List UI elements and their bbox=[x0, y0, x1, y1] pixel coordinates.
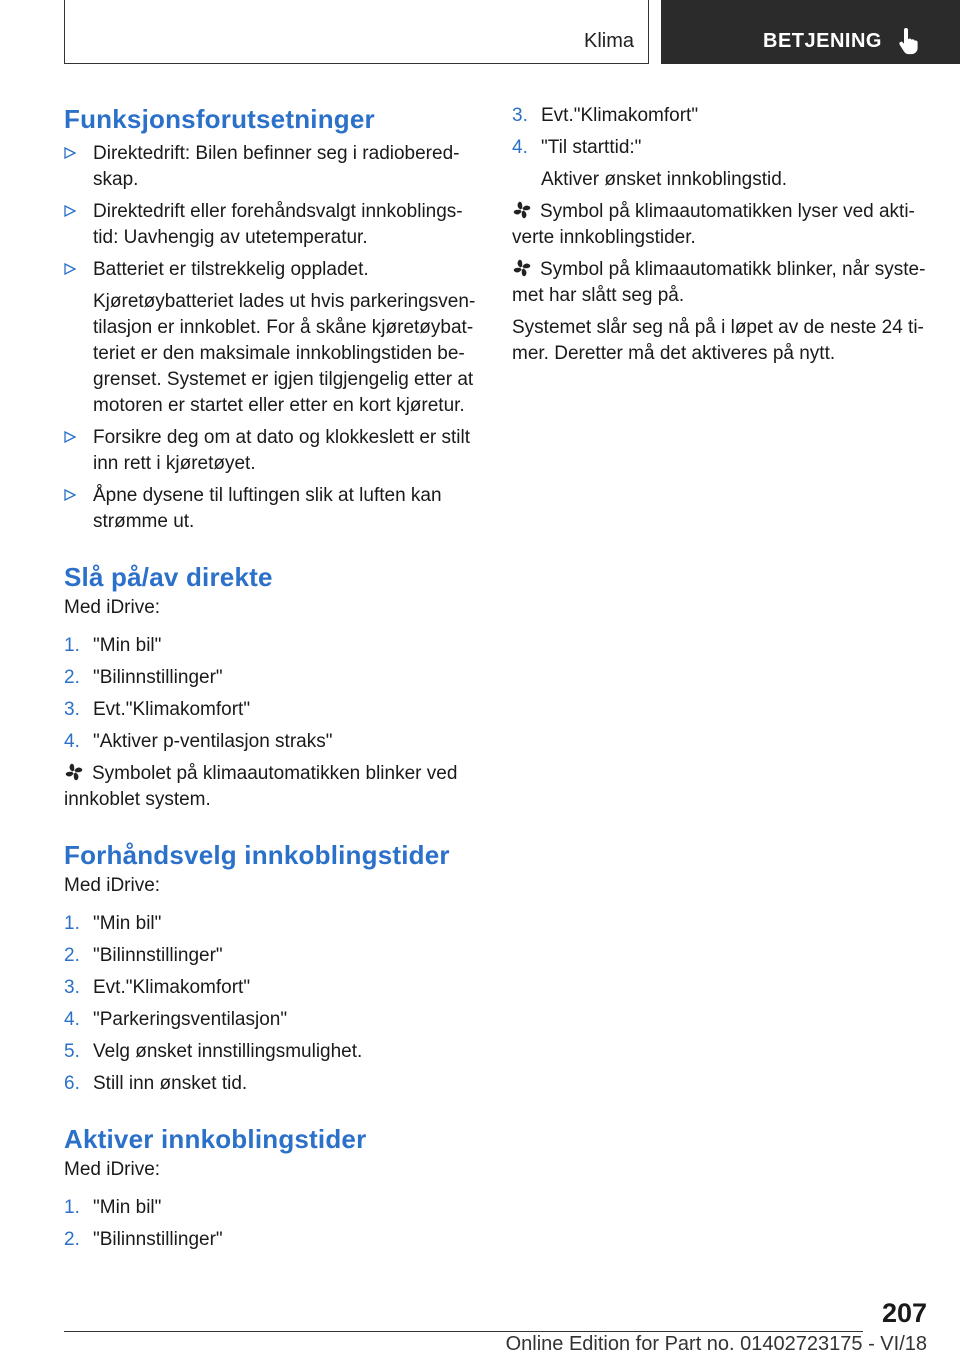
list-item bbox=[64, 1007, 480, 1033]
step-text: Evt."Klimakomfort" bbox=[93, 699, 251, 720]
list-item bbox=[64, 483, 480, 535]
triangle-bullet-icon bbox=[64, 147, 76, 159]
list-item bbox=[512, 103, 928, 129]
note-text: Symbol på klimaautomatikken lyser ved akti-verte innkoblingstider. bbox=[512, 201, 915, 248]
bullet-subtext: Kjøretøybatteriet lades ut hvis parkeringsven-tilasjon er innkoblet. For å skåne kjøretøybat-teriet er den maksimale innkoblingstiden be-grenset. Systemet er igjen tilgjengelig etter at motoren er startet eller etter en kort kjøretur. bbox=[93, 291, 476, 416]
footer-divider bbox=[64, 1331, 863, 1332]
right-column bbox=[512, 103, 928, 373]
step-text: "Til starttid:" bbox=[541, 137, 642, 158]
step-text: "Min bil" bbox=[93, 1197, 162, 1218]
triangle-bullet-icon bbox=[64, 431, 76, 443]
symbol-note bbox=[512, 199, 928, 251]
step-number: 2. bbox=[64, 1229, 80, 1250]
list-item bbox=[64, 943, 480, 969]
note-text: Symbolet på klimaautomatikken blinker ved innkoblet system. bbox=[64, 763, 458, 810]
list-item bbox=[64, 729, 480, 755]
step-number: 4. bbox=[64, 1009, 80, 1030]
list-item bbox=[64, 1195, 480, 1221]
step-number: 6. bbox=[64, 1073, 80, 1094]
step-text: Evt."Klimakomfort" bbox=[541, 105, 699, 126]
step-text: "Aktiver p-ventilasjon straks" bbox=[93, 731, 333, 752]
intro-text: Med iDrive: bbox=[64, 875, 161, 896]
step-text: Evt."Klimakomfort" bbox=[93, 977, 251, 998]
list-item bbox=[64, 1227, 480, 1253]
body-paragraph: Systemet slår seg nå på i løpet av de neste 24 ti-mer. Deretter må det aktiveres på nytt. bbox=[512, 317, 924, 364]
step-text: Still inn ønsket tid. bbox=[93, 1073, 248, 1094]
step-number: 2. bbox=[64, 667, 80, 688]
intro-text: Med iDrive: bbox=[64, 1159, 161, 1180]
list-item bbox=[64, 199, 480, 251]
heading-activate-times: Aktiver innkoblingstider bbox=[64, 1124, 367, 1154]
page-number: 207 bbox=[881, 1298, 927, 1328]
bullet-text: Batteriet er tilstrekkelig oppladet. bbox=[93, 259, 369, 280]
bullet-text: Åpne dysene til luftingen slik at luften kan strømme ut. bbox=[93, 485, 442, 532]
step-text: "Bilinnstillinger" bbox=[93, 945, 223, 966]
step-text: "Bilinnstillinger" bbox=[93, 1229, 223, 1250]
heading-prerequisites: Funksjonsforutsetninger bbox=[64, 104, 375, 134]
step-number: 5. bbox=[64, 1041, 80, 1062]
step-number: 1. bbox=[64, 635, 80, 656]
symbol-note bbox=[64, 761, 480, 813]
note-text: Symbol på klimaautomatikk blinker, når syste-met har slått seg på. bbox=[512, 259, 926, 306]
symbol-note bbox=[512, 257, 928, 309]
list-item bbox=[64, 665, 480, 691]
pointing-hand-icon bbox=[897, 28, 921, 56]
section-title: Klima bbox=[583, 30, 634, 52]
step-number: 3. bbox=[512, 105, 528, 126]
list-item bbox=[64, 975, 480, 1001]
list-item bbox=[64, 697, 480, 723]
header-chapter-tab bbox=[661, 0, 960, 64]
step-number: 3. bbox=[64, 977, 80, 998]
list-item bbox=[512, 135, 928, 161]
triangle-bullet-icon bbox=[64, 205, 76, 217]
step-text: "Min bil" bbox=[93, 635, 162, 656]
edition-text: Online Edition for Part no. 01402723175 - VI/18 bbox=[505, 1333, 927, 1355]
list-item bbox=[64, 911, 480, 937]
intro-text: Med iDrive: bbox=[64, 597, 161, 618]
fan-icon bbox=[512, 200, 532, 220]
heading-direct-switch: Slå på/av direkte bbox=[64, 562, 273, 592]
step-number: 1. bbox=[64, 1197, 80, 1218]
list-item bbox=[64, 1071, 480, 1097]
list-item bbox=[64, 633, 480, 659]
triangle-bullet-icon bbox=[64, 489, 76, 501]
header-section-tab bbox=[64, 0, 649, 64]
heading-preselect-times: Forhåndsvelg innkoblingstider bbox=[64, 840, 450, 870]
fan-icon bbox=[64, 762, 84, 782]
bullet-text: Forsikre deg om at dato og klokkeslett er stilt inn rett i kjøretøyet. bbox=[93, 427, 470, 474]
left-column bbox=[64, 100, 480, 1259]
bullet-text: Direktedrift: Bilen befinner seg i radiobered-skap. bbox=[93, 143, 460, 190]
list-item bbox=[64, 425, 480, 477]
bullet-text: Direktedrift eller forehåndsvalgt innkoblings-tid: Uavhengig av utetemperatur. bbox=[93, 201, 463, 248]
fan-icon bbox=[512, 258, 532, 278]
step-subtext: Aktiver ønsket innkoblingstid. bbox=[541, 169, 788, 190]
step-number: 2. bbox=[64, 945, 80, 966]
step-text: Velg ønsket innstillingsmulighet. bbox=[93, 1041, 363, 1062]
list-item bbox=[64, 1039, 480, 1065]
step-text: "Parkeringsventilasjon" bbox=[93, 1009, 288, 1030]
step-text: "Min bil" bbox=[93, 913, 162, 934]
step-number: 1. bbox=[64, 913, 80, 934]
list-item bbox=[64, 141, 480, 193]
step-number: 4. bbox=[64, 731, 80, 752]
chapter-title: BETJENING bbox=[763, 30, 882, 52]
step-number: 3. bbox=[64, 699, 80, 720]
step-number: 4. bbox=[512, 137, 528, 158]
list-item bbox=[64, 257, 480, 419]
step-text: "Bilinnstillinger" bbox=[93, 667, 223, 688]
triangle-bullet-icon bbox=[64, 263, 76, 275]
